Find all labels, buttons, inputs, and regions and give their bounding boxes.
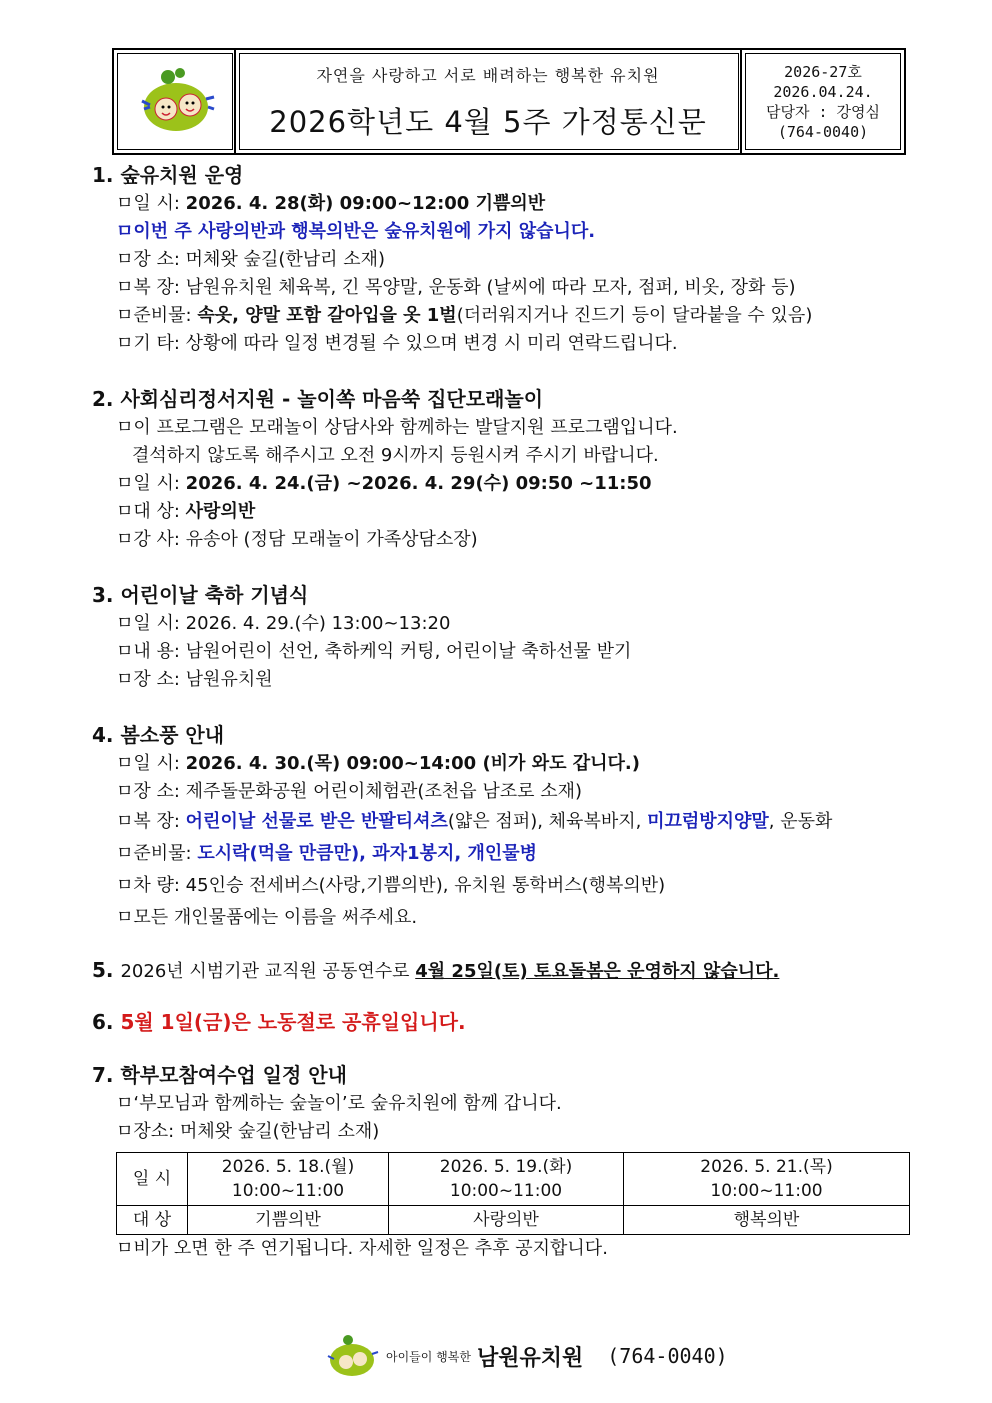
item-text: (얇은 점퍼), 체육복바지,	[447, 811, 648, 832]
list-item: ㅁ비가 오면 한 주 연기됩니다. 자세한 일정은 추후 공지합니다.	[116, 1238, 608, 1259]
table-cell: 사랑의반	[389, 1206, 624, 1235]
item-highlight: 4월 25일(토) 토요돌봄은 운영하지 않습니다.	[415, 961, 780, 982]
item-label: ㅁ복 장:	[116, 811, 186, 832]
list-item: ㅁ장 소: 제주돌문화공원 어린이체험관(조천읍 남조로 소재)	[116, 781, 583, 802]
list-item: ㅁ‘부모님과 함께하는 숲놀이’로 숲유치원에 함께 갑니다.	[116, 1093, 562, 1114]
item-label: ㅁ일 시:	[116, 753, 186, 774]
issue-date: 2026.04.24.	[773, 82, 873, 101]
list-item	[92, 806, 942, 838]
list-item-continued: 결석하지 않도록 해주시고 오전 9시까지 등원시켜 주시기 바랍니다.	[132, 445, 659, 466]
holiday-text: 5월 1일(금)은 노동절로 공휴일입니다.	[120, 1010, 466, 1034]
section-title: 1. 숲유치원 운영	[92, 163, 244, 187]
issue-info	[742, 50, 904, 153]
motto: 자연을 사랑하고 서로 배려하는 행복한 유치원	[316, 65, 660, 85]
footer-phone: (764-0040)	[607, 1344, 728, 1368]
list-item: ㅁ내 용: 남원어린이 선언, 축하케익 커팅, 어린이날 축하선물 받기	[116, 641, 632, 662]
table-cell: 2026. 5. 18.(월) 10:00~11:00	[188, 1153, 389, 1206]
section-title: 2. 사회심리정서지원 - 놀이쏙 마음쑥 집단모래놀이	[92, 387, 544, 411]
item-text: , 운동화	[768, 811, 833, 832]
list-item: ㅁ장소: 머체왓 숲길(한남리 소재)	[116, 1121, 380, 1142]
item-highlight: 어린이날 선물로 받은 반팔티셔츠	[185, 811, 448, 832]
table-cell: 행복의반	[624, 1206, 910, 1235]
kindergarten-logo	[114, 50, 236, 153]
footer-kindergarten-name: 남원유치원	[476, 1345, 584, 1371]
item-highlight: 미끄럼방지양말	[647, 811, 769, 832]
table-cell: 기쁨의반	[188, 1206, 389, 1235]
table-cell: 2026. 5. 21.(목) 10:00~11:00	[624, 1153, 910, 1206]
list-item: ㅁ일 시: 2026. 4. 29.(수) 13:00~13:20	[116, 613, 451, 634]
issue-number: 2026-27호	[784, 62, 862, 81]
section-title: 4. 봄소풍 안내	[92, 723, 225, 747]
mascot-logo-icon	[128, 63, 220, 141]
manager-name: 담당자 : 강영심	[765, 102, 881, 121]
list-item	[92, 470, 942, 498]
row-header: 일 시	[117, 1153, 188, 1206]
item-label: ㅁ일 시:	[116, 193, 186, 214]
page-title: 2026학년도 4월 5주 가정통신문	[269, 104, 707, 139]
table-row	[117, 1153, 910, 1206]
holiday-notice	[92, 1006, 942, 1038]
list-item: ㅁ모든 개인물품에는 이름을 써주세요.	[116, 907, 418, 928]
notice-line: ㅁ이번 주 사랑의반과 행복의반은 숲유치원에 가지 않습니다.	[116, 221, 596, 242]
list-item: ㅁ강 사: 유송아 (정담 모래놀이 가족상담소장)	[116, 529, 478, 550]
schedule-table	[116, 1152, 910, 1235]
section-number: 6.	[92, 1010, 121, 1034]
footer-slogan: 아이들이 행복한	[386, 1349, 471, 1364]
item-label: ㅁ일 시:	[116, 473, 186, 494]
list-item: ㅁ이 프로그램은 모래놀이 상담사와 함께하는 발달지원 프로그램입니다.	[116, 417, 678, 438]
item-value: 2026. 4. 28(화) 09:00~12:00 기쁨의반	[185, 193, 546, 214]
list-item	[92, 498, 942, 526]
section-title: 3. 어린이날 축하 기념식	[92, 583, 309, 607]
list-item	[92, 838, 942, 870]
row-header: 대 상	[117, 1206, 188, 1235]
list-item	[92, 302, 942, 330]
mascot-logo-icon	[322, 1332, 382, 1380]
list-item: ㅁ장 소: 머체왓 숲길(한남리 소재)	[116, 249, 386, 270]
item-value: 2026. 4. 30.(목) 09:00~14:00 (비가 와도 갑니다.)	[185, 753, 640, 774]
item-value: 사랑의반	[185, 501, 256, 522]
table-row	[117, 1206, 910, 1235]
item-value: 속옷, 양말 포함 갈아입을 옷 1벌	[197, 305, 457, 326]
list-item: ㅁ장 소: 남원유치원	[116, 669, 273, 690]
item-label: ㅁ준비물:	[116, 305, 198, 326]
header-title-area	[236, 50, 742, 153]
item-label: ㅁ대 상:	[116, 501, 186, 522]
newsletter-body	[92, 160, 942, 1263]
list-item	[92, 750, 942, 778]
section-title: 7. 학부모참여수업 일정 안내	[92, 1063, 347, 1087]
list-item	[92, 190, 942, 218]
footer	[322, 1326, 742, 1386]
item-value: 2026. 4. 24.(금) ~2026. 4. 29(수) 09:50 ~11:50	[185, 473, 652, 494]
newsletter-header	[112, 48, 906, 155]
contact-phone: (764-0040)	[777, 122, 869, 141]
section-number: 5.	[92, 958, 121, 982]
notice-line	[92, 954, 942, 986]
table-cell: 2026. 5. 19.(화) 10:00~11:00	[389, 1153, 624, 1206]
list-item: ㅁ차 량: 45인승 전세버스(사랑,기쁨의반), 유치원 통학버스(행복의반)	[116, 875, 666, 896]
item-highlight: 도시락(먹을 만큼만), 과자1봉지, 개인물병	[197, 843, 538, 864]
item-label: ㅁ준비물:	[116, 843, 198, 864]
item-text: 2026년 시범기관 교직원 공동연수로	[120, 961, 416, 982]
item-note: (더러워지거나 진드기 등이 달라붙을 수 있음)	[456, 305, 813, 326]
list-item: ㅁ복 장: 남원유치원 체육복, 긴 목양말, 운동화 (날씨에 따라 모자, 점퍼, 비옷, 장화 등)	[116, 277, 796, 298]
list-item: ㅁ기 타: 상황에 따라 일정 변경될 수 있으며 변경 시 미리 연락드립니다.	[116, 333, 678, 354]
